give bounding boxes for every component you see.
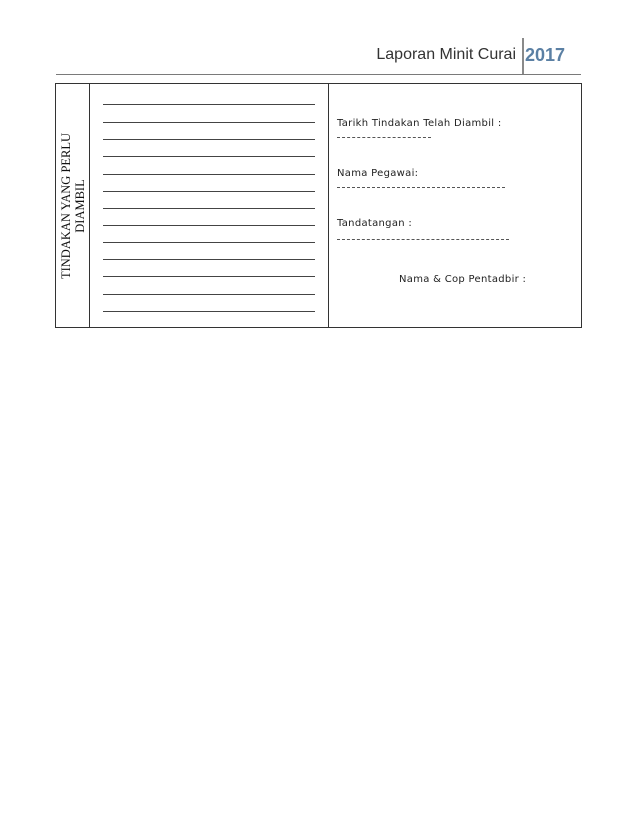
writing-line: [103, 174, 315, 175]
writing-line: [103, 276, 315, 277]
writing-line: [103, 104, 315, 105]
report-title: Laporan Minit Curai: [376, 46, 516, 63]
signature-field[interactable]: [337, 239, 509, 240]
officer-name-label: Nama Pegawai:: [337, 168, 419, 179]
date-field[interactable]: [337, 137, 431, 138]
section-label-line-1: TINDAKAN YANG PERLU: [58, 132, 73, 279]
page-header: [56, 38, 581, 75]
writing-line: [103, 294, 315, 295]
writing-line: [103, 139, 315, 140]
writing-line: [103, 259, 315, 260]
section-label-column: [56, 84, 90, 327]
officer-name-field[interactable]: [337, 187, 505, 188]
report-year: 2017: [524, 45, 565, 65]
writing-line: [103, 156, 315, 157]
writing-line: [103, 191, 315, 192]
section-label: [59, 132, 87, 278]
writing-line: [103, 242, 315, 243]
admin-stamp-label: Nama & Cop Pentadbir :: [399, 274, 527, 285]
writing-line: [103, 311, 315, 312]
signature-label: Tandatangan :: [337, 218, 413, 229]
section-label-line-2: DIAMBIL: [72, 178, 87, 233]
header-divider: [522, 38, 524, 74]
writing-line: [103, 208, 315, 209]
action-details-column: [329, 84, 581, 327]
writing-line: [103, 225, 315, 226]
action-form: [55, 83, 582, 328]
action-notes-area[interactable]: [90, 84, 329, 327]
date-label: Tarikh Tindakan Telah Diambil :: [337, 118, 502, 129]
writing-line: [103, 122, 315, 123]
